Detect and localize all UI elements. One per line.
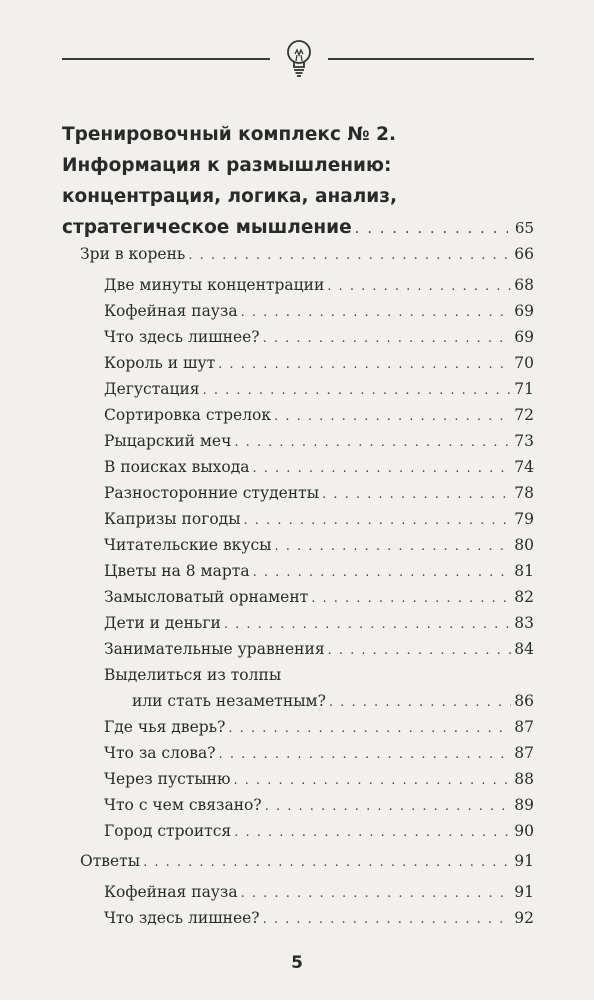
- toc-entry[interactable]: [104, 793, 534, 819]
- page-ref: 69: [514, 328, 534, 346]
- leader-dots: [234, 769, 512, 793]
- page-ref: 84: [514, 640, 534, 658]
- page-ref: 82: [514, 588, 534, 606]
- toc-label: Кофейная пауза: [104, 302, 238, 320]
- page-ref: 78: [514, 484, 534, 502]
- leader-dots: [143, 851, 511, 875]
- toc-label: Разносторонние студенты: [104, 484, 320, 502]
- page-ref: 92: [514, 909, 534, 927]
- page-ref: 70: [514, 354, 534, 372]
- toc-label: Две минуты концентрации: [104, 276, 325, 294]
- toc-entry[interactable]: [104, 429, 534, 455]
- toc-entry[interactable]: [104, 481, 534, 507]
- toc-label: Читательские вкусы: [104, 536, 272, 554]
- toc-label: Что за слова?: [104, 744, 216, 762]
- toc-label: Король и шут: [104, 354, 216, 372]
- toc-entry[interactable]: [104, 715, 534, 741]
- toc-entry[interactable]: [104, 533, 534, 559]
- page-ref: 91: [514, 852, 534, 870]
- section-title-line: Информация к размышлению:: [62, 155, 392, 176]
- leader-dots: [234, 821, 511, 845]
- page-ref: 68: [514, 276, 534, 294]
- leader-dots: [188, 244, 511, 268]
- toc-label: В поисках выхода: [104, 458, 250, 476]
- toc-label: Ответы: [80, 852, 141, 870]
- page-ref: 89: [514, 796, 534, 814]
- toc-entry[interactable]: [104, 880, 534, 906]
- page-ref: 73: [514, 432, 534, 450]
- page-ref: 86: [514, 692, 534, 710]
- page-ref: 83: [514, 614, 534, 632]
- leader-dots: [241, 301, 512, 325]
- leader-dots: [234, 431, 511, 455]
- leader-dots: [263, 908, 512, 932]
- toc-entry[interactable]: [104, 559, 534, 585]
- section-title-line: Тренировочный комплекс № 2.: [62, 124, 396, 145]
- page-number: 5: [291, 953, 303, 973]
- page-ref: 88: [514, 770, 534, 788]
- toc-label: Что здесь лишнее?: [104, 909, 260, 927]
- section-title-line: стратегическое мышление: [62, 217, 352, 238]
- leader-dots: [263, 327, 512, 351]
- toc-entry[interactable]: [104, 507, 534, 533]
- toc-entry[interactable]: [104, 403, 534, 429]
- toc-entry-subsection[interactable]: [80, 242, 534, 268]
- toc-label: Замысловатый орнамент: [104, 588, 309, 606]
- leader-dots: [275, 535, 512, 559]
- toc-entry[interactable]: [104, 819, 534, 845]
- toc-entry[interactable]: [104, 351, 534, 377]
- toc-label: Сортировка стрелок: [104, 406, 272, 424]
- toc-label: Где чья дверь?: [104, 718, 226, 736]
- page-ref: 65: [514, 219, 534, 237]
- toc-entry-subsection[interactable]: [80, 849, 534, 875]
- toc-label: Дегустация: [104, 380, 200, 398]
- page-ref: 74: [514, 458, 534, 476]
- toc-label: Кофейная пауза: [104, 883, 238, 901]
- toc-entry[interactable]: [104, 741, 534, 767]
- page-ref: 72: [514, 406, 534, 424]
- leader-dots: [219, 743, 512, 767]
- page-ref: 66: [514, 245, 534, 263]
- toc-entry[interactable]: [104, 299, 534, 325]
- leader-dots: [328, 639, 512, 663]
- page-ref: 71: [514, 380, 534, 398]
- leader-dots: [253, 457, 512, 481]
- page-ref: 80: [514, 536, 534, 554]
- toc-entry[interactable]: [104, 325, 534, 351]
- leader-dots: [253, 561, 512, 585]
- leader-dots: [322, 483, 511, 507]
- toc-entry[interactable]: [104, 585, 534, 611]
- toc-label: Занимательные уравнения: [104, 640, 325, 658]
- toc-entry[interactable]: [104, 455, 534, 481]
- leader-dots: [329, 691, 511, 715]
- toc-entry[interactable]: [104, 273, 534, 299]
- leader-dots: [311, 587, 511, 611]
- page-ref: 87: [514, 718, 534, 736]
- toc-label[interactable]: Выделиться из толпы: [104, 666, 282, 684]
- toc-label: Город строится: [104, 822, 232, 840]
- toc-label: Что здесь лишнее?: [104, 328, 260, 346]
- page-ref: 79: [514, 510, 534, 528]
- toc-label-continuation: или стать незаметным?: [132, 692, 326, 710]
- toc-entry[interactable]: [104, 637, 534, 663]
- toc-entry[interactable]: [104, 767, 534, 793]
- toc-label: Дети и деньги: [104, 614, 221, 632]
- leader-dots: [265, 795, 512, 819]
- toc-label: Зри в корень: [80, 245, 186, 263]
- leader-dots: [203, 379, 512, 403]
- leader-dots: [228, 717, 511, 741]
- page-ref: 87: [514, 744, 534, 762]
- page-ref: 91: [514, 883, 534, 901]
- toc-entry[interactable]: [104, 611, 534, 637]
- leader-dots: [274, 405, 511, 429]
- leader-dots: [224, 613, 511, 637]
- page-ref: 90: [514, 822, 534, 840]
- toc-entry[interactable]: [132, 689, 534, 715]
- page-ref: 69: [514, 302, 534, 320]
- leader-dots: [218, 353, 511, 377]
- toc-label: Капризы погоды: [104, 510, 241, 528]
- toc-label: Через пустыню: [104, 770, 231, 788]
- leader-dots: [327, 275, 511, 299]
- toc-label: Цветы на 8 марта: [104, 562, 250, 580]
- leader-dots: [244, 509, 512, 533]
- toc-label: Что с чем связано?: [104, 796, 262, 814]
- page-ref: 81: [514, 562, 534, 580]
- toc-entry[interactable]: [104, 377, 534, 403]
- section-title-line: концентрация, логика, анализ,: [62, 186, 397, 207]
- leader-dots: [241, 882, 512, 906]
- toc-entry[interactable]: [104, 906, 534, 932]
- toc-label: Рыцарский меч: [104, 432, 232, 450]
